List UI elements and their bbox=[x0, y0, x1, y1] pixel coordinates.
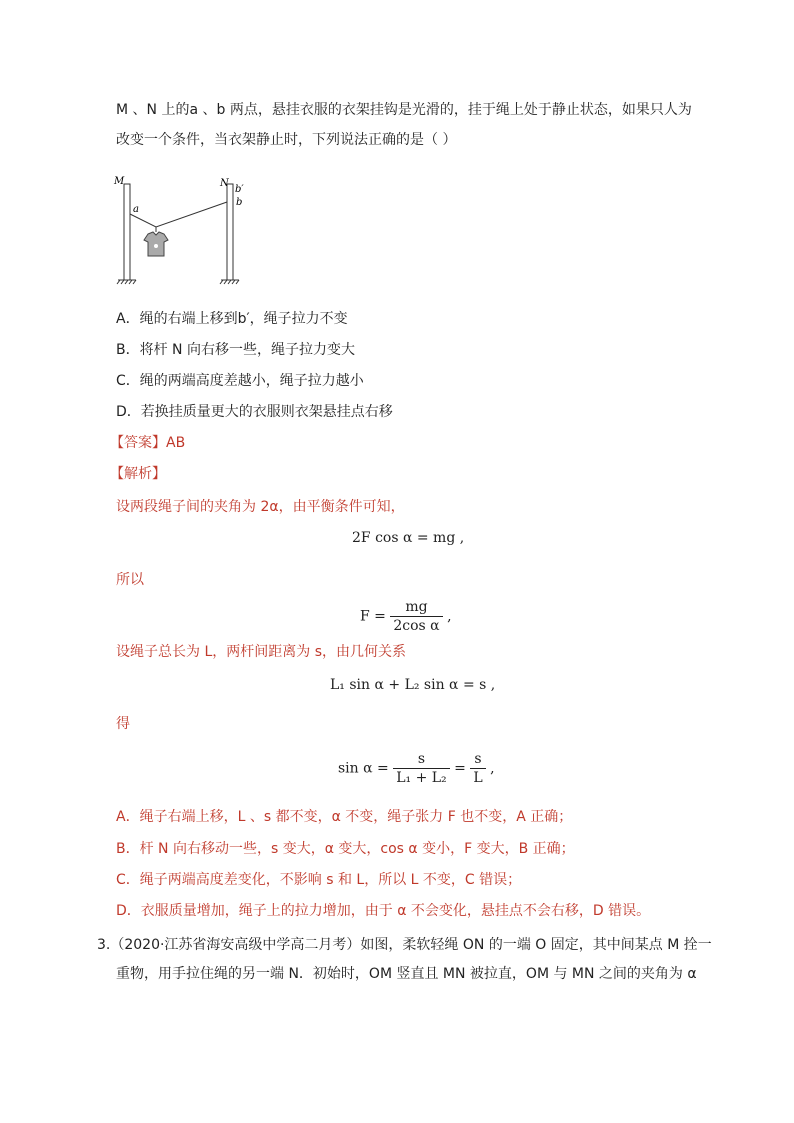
formula-4-fraction-2 bbox=[470, 750, 485, 787]
analysis-tag: 【解析】 bbox=[110, 466, 166, 482]
formula-2-denominator: 2cos α bbox=[393, 618, 440, 634]
formula-4-denominator-2: L bbox=[473, 770, 483, 786]
formula-2-fraction bbox=[390, 598, 442, 635]
next-question-line-1: 3.（2020·江苏省海安高级中学高二月考）如图，柔软轻绳 ON 的一端 O 固定，其中间某点 M 拴一 bbox=[97, 937, 712, 953]
formula-2-tail: , bbox=[447, 608, 452, 625]
clothes-hanger-figure bbox=[112, 174, 252, 286]
formula-2 bbox=[360, 598, 452, 635]
formula-4-equals: = bbox=[454, 760, 466, 777]
analysis-p4: 得 bbox=[116, 716, 130, 732]
next-question-line-2: 重物，用手拉住绳的另一端 N．初始时，OM 竖直且 MN 被拉直，OM 与 MN 之间的夹角为 α bbox=[116, 966, 697, 982]
formula-4-numerator-2: s bbox=[470, 750, 485, 769]
label-b-prime: b′ bbox=[235, 184, 244, 195]
analysis-p3: 设绳子总长为 L，两杆间距离为 s，由几何关系 bbox=[116, 644, 406, 660]
option-c: C．绳的两端高度差越小，绳子拉力越小 bbox=[116, 373, 364, 389]
formula-4 bbox=[338, 750, 495, 787]
label-a: a bbox=[133, 204, 139, 215]
question-line-1: M 、N 上的a 、b 两点，悬挂衣服的衣架挂钩是光滑的，挂于绳上处于静止状态，如果只人为 bbox=[116, 102, 692, 118]
answer bbox=[110, 433, 185, 453]
analysis-d: D．衣服质量增加，绳子上的拉力增加，由于 α 不会变化，悬挂点不会右移，D 错误。 bbox=[116, 903, 651, 919]
formula-4-fraction-1 bbox=[393, 750, 449, 787]
formula-4-denominator-1: L₁ + L₂ bbox=[396, 770, 447, 786]
analysis-p1: 设两段绳子间的夹角为 2α，由平衡条件可知， bbox=[116, 499, 405, 515]
option-a: A．绳的右端上移到b′，绳子拉力不变 bbox=[116, 311, 348, 327]
formula-1: 2F cos α = mg , bbox=[352, 530, 465, 546]
formula-4-lhs: sin α = bbox=[338, 760, 389, 777]
answer-tag: 【答案】 bbox=[110, 435, 166, 451]
analysis-p2: 所以 bbox=[116, 572, 144, 588]
option-b: B．将杆 N 向右移一些，绳子拉力变大 bbox=[116, 342, 355, 358]
label-N: N bbox=[220, 178, 229, 189]
formula-2-numerator: mg bbox=[390, 598, 442, 617]
analysis-b: B．杆 N 向右移动一些，s 变大，α 变大，cos α 变小，F 变大，B 正确； bbox=[116, 841, 575, 857]
label-b: b bbox=[236, 197, 243, 208]
formula-4-tail: , bbox=[490, 760, 495, 777]
label-M: M bbox=[114, 176, 125, 187]
answer-value: AB bbox=[166, 435, 186, 451]
analysis-c: C．绳子两端高度差变化，不影响 s 和 L，所以 L 不变，C 错误； bbox=[116, 872, 522, 888]
formula-3: L₁ sin α + L₂ sin α = s , bbox=[330, 677, 496, 693]
formula-4-numerator-1: s bbox=[393, 750, 449, 769]
analysis-a: A．绳子右端上移，L 、s 都不变，α 不变，绳子张力 F 也不变，A 正确； bbox=[116, 809, 573, 825]
question-line-2: 改变一个条件，当衣架静止时，下列说法正确的是（ ） bbox=[116, 132, 457, 148]
option-d: D．若换挂质量更大的衣服则衣架悬挂点右移 bbox=[116, 404, 393, 420]
formula-2-lhs: F = bbox=[360, 608, 386, 625]
